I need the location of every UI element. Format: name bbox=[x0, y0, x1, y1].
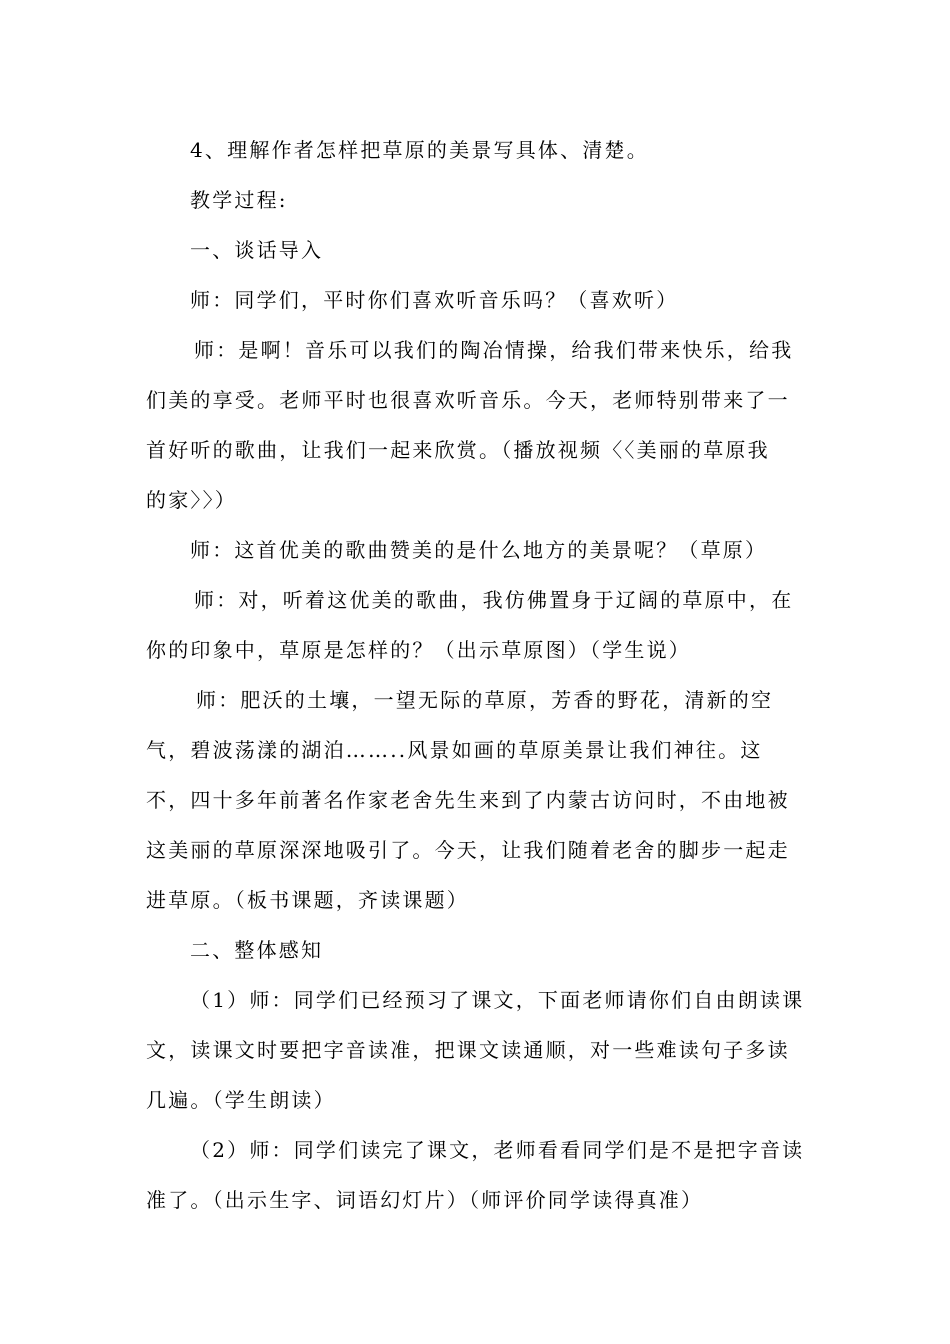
paragraph-line: 师：对，听着这优美的歌曲，我仿佛置身于辽阔的草原中，在 bbox=[194, 588, 794, 612]
paragraph-line: （1）师：同学们已经预习了课文，下面老师请你们自由朗读课 bbox=[190, 988, 805, 1012]
paragraph-line: 这美丽的草原深深地吸引了。今天，让我们随着老舍的脚步一起走 bbox=[146, 838, 790, 862]
paragraph-line: 的家〉〉） bbox=[146, 488, 237, 512]
paragraph-line: 们美的享受。老师平时也很喜欢听音乐。今天，老师特别带来了一 bbox=[146, 388, 790, 412]
paragraph-line: 进草原。（板书课题，齐读课题） bbox=[146, 888, 469, 912]
paragraph-line: 你的印象中，草原是怎样的？（出示草原图）（学生说） bbox=[146, 638, 691, 662]
paragraph-line: 师：肥沃的土壤，一望无际的草原，芳香的野花，清新的空 bbox=[196, 688, 774, 712]
section-heading-overall: 二、整体感知 bbox=[190, 938, 324, 962]
paragraph-line: （2）师：同学们读完了课文，老师看看同学们是不是把字音读 bbox=[190, 1138, 805, 1162]
paragraph-line: 师：这首优美的歌曲赞美的是什么地方的美景呢？（草原） bbox=[190, 538, 768, 562]
objective-item-4: 4、理解作者怎样把草原的美景写具体、清楚。 bbox=[190, 138, 649, 162]
paragraph-line: 气，碧波荡漾的湖泊……..风景如画的草原美景让我们神往。这 bbox=[146, 738, 763, 762]
paragraph-line: 师：是啊！音乐可以我们的陶冶情操，给我们带来快乐，给我 bbox=[194, 338, 794, 362]
section-heading-teaching-process: 教学过程: bbox=[190, 188, 288, 212]
paragraph-line: 首好听的歌曲，让我们一起来欣赏。（播放视频〈〈美丽的草原我 bbox=[146, 438, 770, 462]
paragraph-line: 不，四十多年前著名作家老舍先生来到了内蒙古访问时，不由地被 bbox=[146, 788, 790, 812]
paragraph-line: 几遍。（学生朗读） bbox=[146, 1088, 336, 1112]
paragraph-line: 文，读课文时要把字音读准，把课文读通顺，对一些难读句子多读 bbox=[146, 1038, 790, 1062]
section-heading-intro: 一、谈话导入 bbox=[190, 238, 324, 262]
paragraph-line: 师：同学们，平时你们喜欢听音乐吗？（喜欢听） bbox=[190, 288, 679, 312]
paragraph-line: 准了。（出示生字、词语幻灯片）（师评价同学读得真准） bbox=[146, 1188, 704, 1212]
